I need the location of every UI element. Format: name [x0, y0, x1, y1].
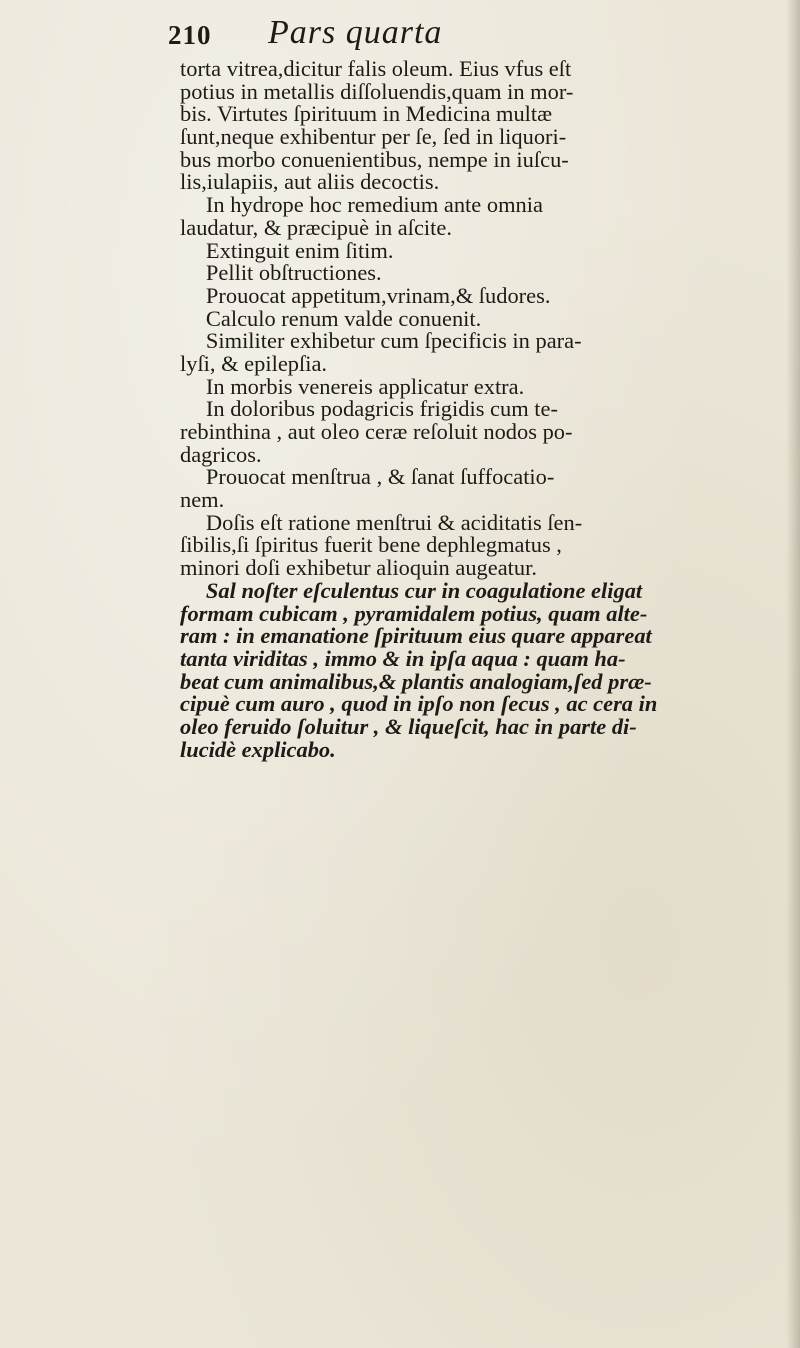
text-line: minori doſi exhibetur alioquin augeatur.	[180, 555, 537, 581]
text-line: Doſis eſt ratione menſtrui & aciditatis ſen-	[205, 509, 583, 535]
text-line: tanta viriditas , immo & in ipſa aqua : quam ha-	[180, 645, 626, 671]
text-line: ſunt,neque exhibentur per ſe, ſed in liquori-	[180, 124, 567, 150]
text-line: ram : in emanatione ſpirituum eius quare appareat	[180, 623, 652, 649]
text-line: rebinthina , aut oleo ceræ reſoluit nodos po-	[180, 419, 573, 444]
text-line: Similiter exhibetur cum ſpecificis in para-	[205, 328, 582, 354]
text-line: Prouocat appetitum,vrinam,& ſudores.	[205, 282, 551, 308]
text-line: In doloribus podagricis frigidis cum te-	[205, 396, 558, 422]
text-line: oleo feruido ſoluitur , & liqueſcit, hac in parte di-	[180, 713, 637, 739]
text-line: Sal noſter eſculentus cur in coagulatione eligat	[205, 577, 643, 603]
text-line: nem.	[180, 487, 225, 513]
text-line: lyſi, & epilepſia.	[180, 350, 328, 376]
body-text	[180, 58, 790, 761]
text-line: bis. Virtutes ſpirituum in Medicina multæ	[180, 101, 553, 127]
text-line: dagricos.	[180, 441, 262, 467]
running-head: Pars quarta	[268, 14, 443, 51]
text-line: beat cum animalibus,& plantis analogiam,ſed præ-	[180, 668, 652, 694]
text-line: torta vitrea,dicitur falis oleum. Eius vfus eſt	[180, 56, 572, 81]
text-line: In hydrope hoc remedium ante omnia	[205, 192, 543, 218]
page-header	[168, 14, 708, 58]
text-line: lis,iulapiis, aut aliis decoctis.	[180, 169, 440, 195]
text-line: potius in metallis diſſoluendis,quam in mor-	[180, 78, 574, 104]
text-line: bus morbo conuenientibus, nempe in iuſcu-	[180, 146, 569, 172]
text-line: In morbis venereis applicatur extra.	[205, 373, 525, 399]
text-line: formam cubicam , pyramidalem potius, quam alte-	[180, 600, 648, 626]
text-line: lucidè explicabo.	[180, 736, 336, 762]
text-line: Calculo renum valde conuenit.	[205, 305, 482, 331]
text-line: Extinguit enim ſitim.	[205, 237, 394, 263]
text-line: Prouocat menſtrua , & ſanat ſuffocatio-	[205, 464, 555, 490]
text-line: Pellit obſtructiones.	[205, 260, 382, 286]
text-line: cipuè cum auro , quod in ipſo non ſecus , ac cera in	[180, 691, 658, 717]
page-number: 210	[168, 20, 212, 50]
text-line: laudatur, & præcipuè in aſcite.	[180, 214, 452, 240]
text-line: ſibilis,ſi ſpiritus fuerit bene dephlegmatus ,	[180, 532, 562, 558]
